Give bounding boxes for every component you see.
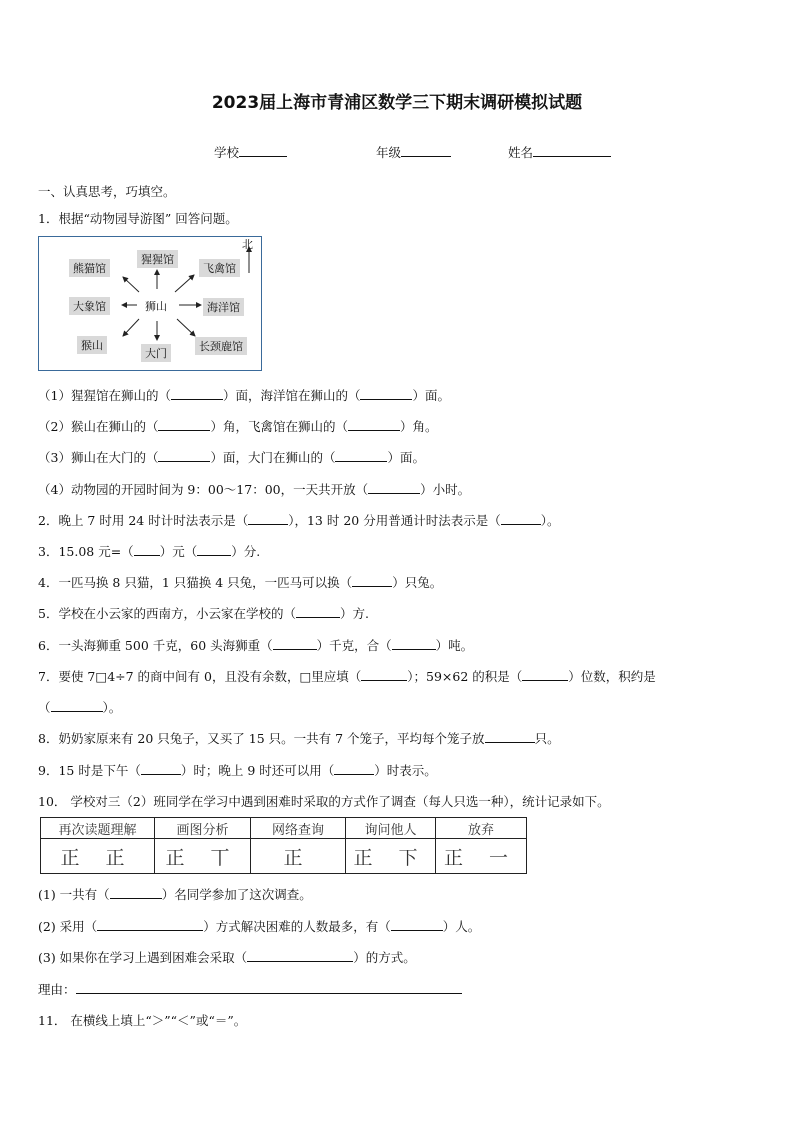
header-cell: 网络查询 [251,818,346,839]
q1-sub2: （2）猴山在狮山的（ ）角，飞禽馆在狮山的（ ）角。 [38,419,438,434]
elephant-hall: 大象馆 [69,297,110,315]
answer-blank[interactable] [296,617,340,618]
reason-blank[interactable] [76,993,462,994]
answer-blank[interactable] [141,774,181,775]
answer-blank[interactable] [171,399,223,400]
q10-sub1: (1) 一共有（ ）名同学参加了这次调查。 [38,887,312,902]
chimp-hall: 猩猩馆 [137,250,178,268]
monkey-hill: 猴山 [77,336,107,354]
answer-blank[interactable] [368,493,420,494]
header-cell: 放弃 [436,818,527,839]
survey-table [40,817,527,874]
q10-stem: 10． 学校对三（2）班同学在学习中遇到困难时采取的方式作了调查（每人只选一种），统计记录如下。 [38,794,610,809]
answer-blank[interactable] [391,930,443,931]
answer-blank[interactable] [247,961,353,962]
tally-cell: 正 下 [346,839,436,874]
header-cell: 画图分析 [155,818,251,839]
q6: 6．一头海狮重 500 千克，60 头海狮重（ ）千克，合（ ）吨。 [38,638,474,653]
answer-blank[interactable] [334,774,374,775]
answer-blank[interactable] [361,680,407,681]
school-field [214,142,287,161]
answer-blank[interactable] [522,680,568,681]
answer-blank[interactable] [134,555,160,556]
giraffe-hall: 长颈鹿馆 [195,337,247,355]
name-blank[interactable] [533,156,611,157]
grade-blank[interactable] [401,156,451,157]
name-label: 姓名 [508,145,534,160]
q7: 7．要使 7□4÷7 的商中间有 0，且没有余数，□里应填（ ）；59×62 的积是（ ）位数，积约是 [38,669,656,684]
answer-blank[interactable] [392,649,436,650]
lion-hill: 狮山 [145,300,167,313]
q4: 4．一匹马换 8 只猫，1 只猫换 4 只兔，一匹马可以换（ ）只兔。 [38,575,443,590]
q1-stem: 1．根据“动物园导游图” 回答问题。 [38,211,238,226]
panda-hall: 熊猫馆 [69,259,110,277]
q10-reason: 理由： [38,980,462,998]
q3: 3．15.08 元=（ ）元（ ）分. [38,544,261,559]
answer-blank[interactable] [352,586,392,587]
zoo-map [38,236,262,371]
q5: 5．学校在小云家的西南方，小云家在学校的（ ）方. [38,606,369,621]
header-cell: 询问他人 [346,818,436,839]
answer-blank[interactable] [110,898,162,899]
grade-label: 年级 [376,145,402,160]
answer-blank[interactable] [501,524,541,525]
page-title: 2023届上海市青浦区数学三下期末调研模拟试题 [211,93,583,113]
q9: 9．15 时是下午（ ）时；晚上 9 时还可以用（ ）时表示。 [38,763,437,778]
q10-sub2: (2) 采用（ ）方式解决困难的人数最多，有（ ）人。 [38,919,481,934]
school-label: 学校 [214,145,240,160]
q10-sub3: (3) 如果你在学习上遇到困难会采取（ ）的方式。 [38,950,416,965]
q1-sub1: （1）猩猩馆在狮山的（ ）面，海洋馆在狮山的（ ）面。 [38,388,450,403]
q11: 11． 在横线上填上“＞”“＜”或“＝”。 [38,1013,247,1028]
main-gate: 大门 [141,344,171,362]
section-heading: 一、认真思考，巧填空。 [38,184,176,199]
answer-blank[interactable] [97,930,203,931]
school-blank[interactable] [239,156,287,157]
name-field [508,142,611,161]
q7-continued: （ ）。 [38,700,122,715]
header-cell: 再次读题理解 [41,818,155,839]
answer-blank[interactable] [197,555,231,556]
answer-blank[interactable] [360,399,412,400]
grade-field [376,142,451,161]
q1-sub3: （3）狮山在大门的（ ）面，大门在狮山的（ ）面。 [38,450,425,465]
answer-blank[interactable] [248,524,288,525]
answer-blank[interactable] [485,742,535,743]
answer-blank[interactable] [51,711,103,712]
answer-blank[interactable] [158,430,210,431]
tally-cell: 正 丅 [155,839,251,874]
q1-sub4: （4）动物园的开园时间为 9：00～17：00，一天共开放（ ）小时。 [38,482,471,497]
q2: 2．晚上 7 时用 24 时计时法表示是（ ），13 时 20 分用普通计时法表示是（ ）。 [38,513,560,528]
q8: 8．奶奶家原来有 20 只兔子，又买了 15 只。一共有 7 个笼子，平均每个笼子放 只。 [38,731,560,746]
answer-blank[interactable] [273,649,317,650]
answer-blank[interactable] [335,461,387,462]
ocean-hall: 海洋馆 [203,298,244,316]
north-label: 北 [242,238,253,251]
tally-cell: 正 一 [436,839,527,874]
tally-cell: 正 正 [41,839,155,874]
tally-cell: 正 [251,839,346,874]
answer-blank[interactable] [348,430,400,431]
answer-blank[interactable] [158,461,210,462]
bird-hall: 飞禽馆 [199,259,240,277]
